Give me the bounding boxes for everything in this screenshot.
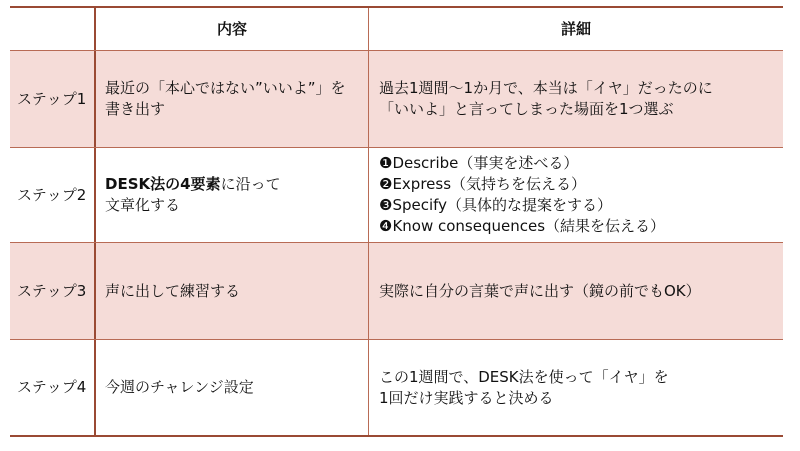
detail-line: 過去1週間〜1か月で、本当は「イヤ」だったのに (379, 79, 713, 97)
step-detail (369, 51, 783, 147)
content-line (105, 174, 368, 195)
header-content: 内容 (96, 8, 369, 50)
desk-emphasis: DESK法の4要素 (105, 175, 221, 193)
detail-line: 「いいよ」と言ってしまった場面を1つ選ぶ (379, 100, 674, 118)
detail-line: 実際に自分の言葉で声に出す（鏡の前でもOK） (379, 281, 701, 300)
step-content (96, 340, 369, 435)
detail-line: ❸Specify（具体的な提案をする） (379, 196, 613, 214)
detail-line: ❷Express（気持ちを伝える） (379, 175, 587, 193)
table-header-row (10, 8, 783, 50)
step-detail (369, 243, 783, 339)
step-label: ステップ3 (10, 243, 96, 339)
content-rest: に沿って (220, 175, 281, 193)
step-detail (369, 148, 783, 242)
detail-line: この1週間で、DESK法を使って「イヤ」を (379, 367, 669, 386)
content-line: 文章化する (105, 196, 181, 214)
table-row-step3 (10, 242, 783, 339)
table-row-step4 (10, 339, 783, 435)
content-line: 声に出して練習する (105, 281, 241, 300)
step-label: ステップ1 (10, 51, 96, 147)
step-content (96, 51, 369, 147)
table-row-step1 (10, 50, 783, 147)
detail-line: 1回だけ実践すると決める (379, 388, 554, 407)
step-label: ステップ2 (10, 148, 96, 242)
step-label: ステップ4 (10, 340, 96, 435)
content-line: 最近の「本心ではない”いいよ”」を (105, 79, 346, 97)
step-content (96, 243, 369, 339)
content-line: 書き出す (105, 100, 166, 118)
detail-line: ❶Describe（事実を述べる） (379, 154, 579, 172)
content-line: 今週のチャレンジ設定 (105, 378, 254, 396)
header-detail: 詳細 (560, 19, 591, 38)
steps-table (10, 6, 783, 437)
table-row-step2 (10, 147, 783, 242)
step-detail (369, 340, 783, 435)
header-step (10, 8, 96, 50)
detail-line: ❹Know consequences（結果を伝える） (379, 217, 666, 235)
step-content (96, 148, 369, 242)
